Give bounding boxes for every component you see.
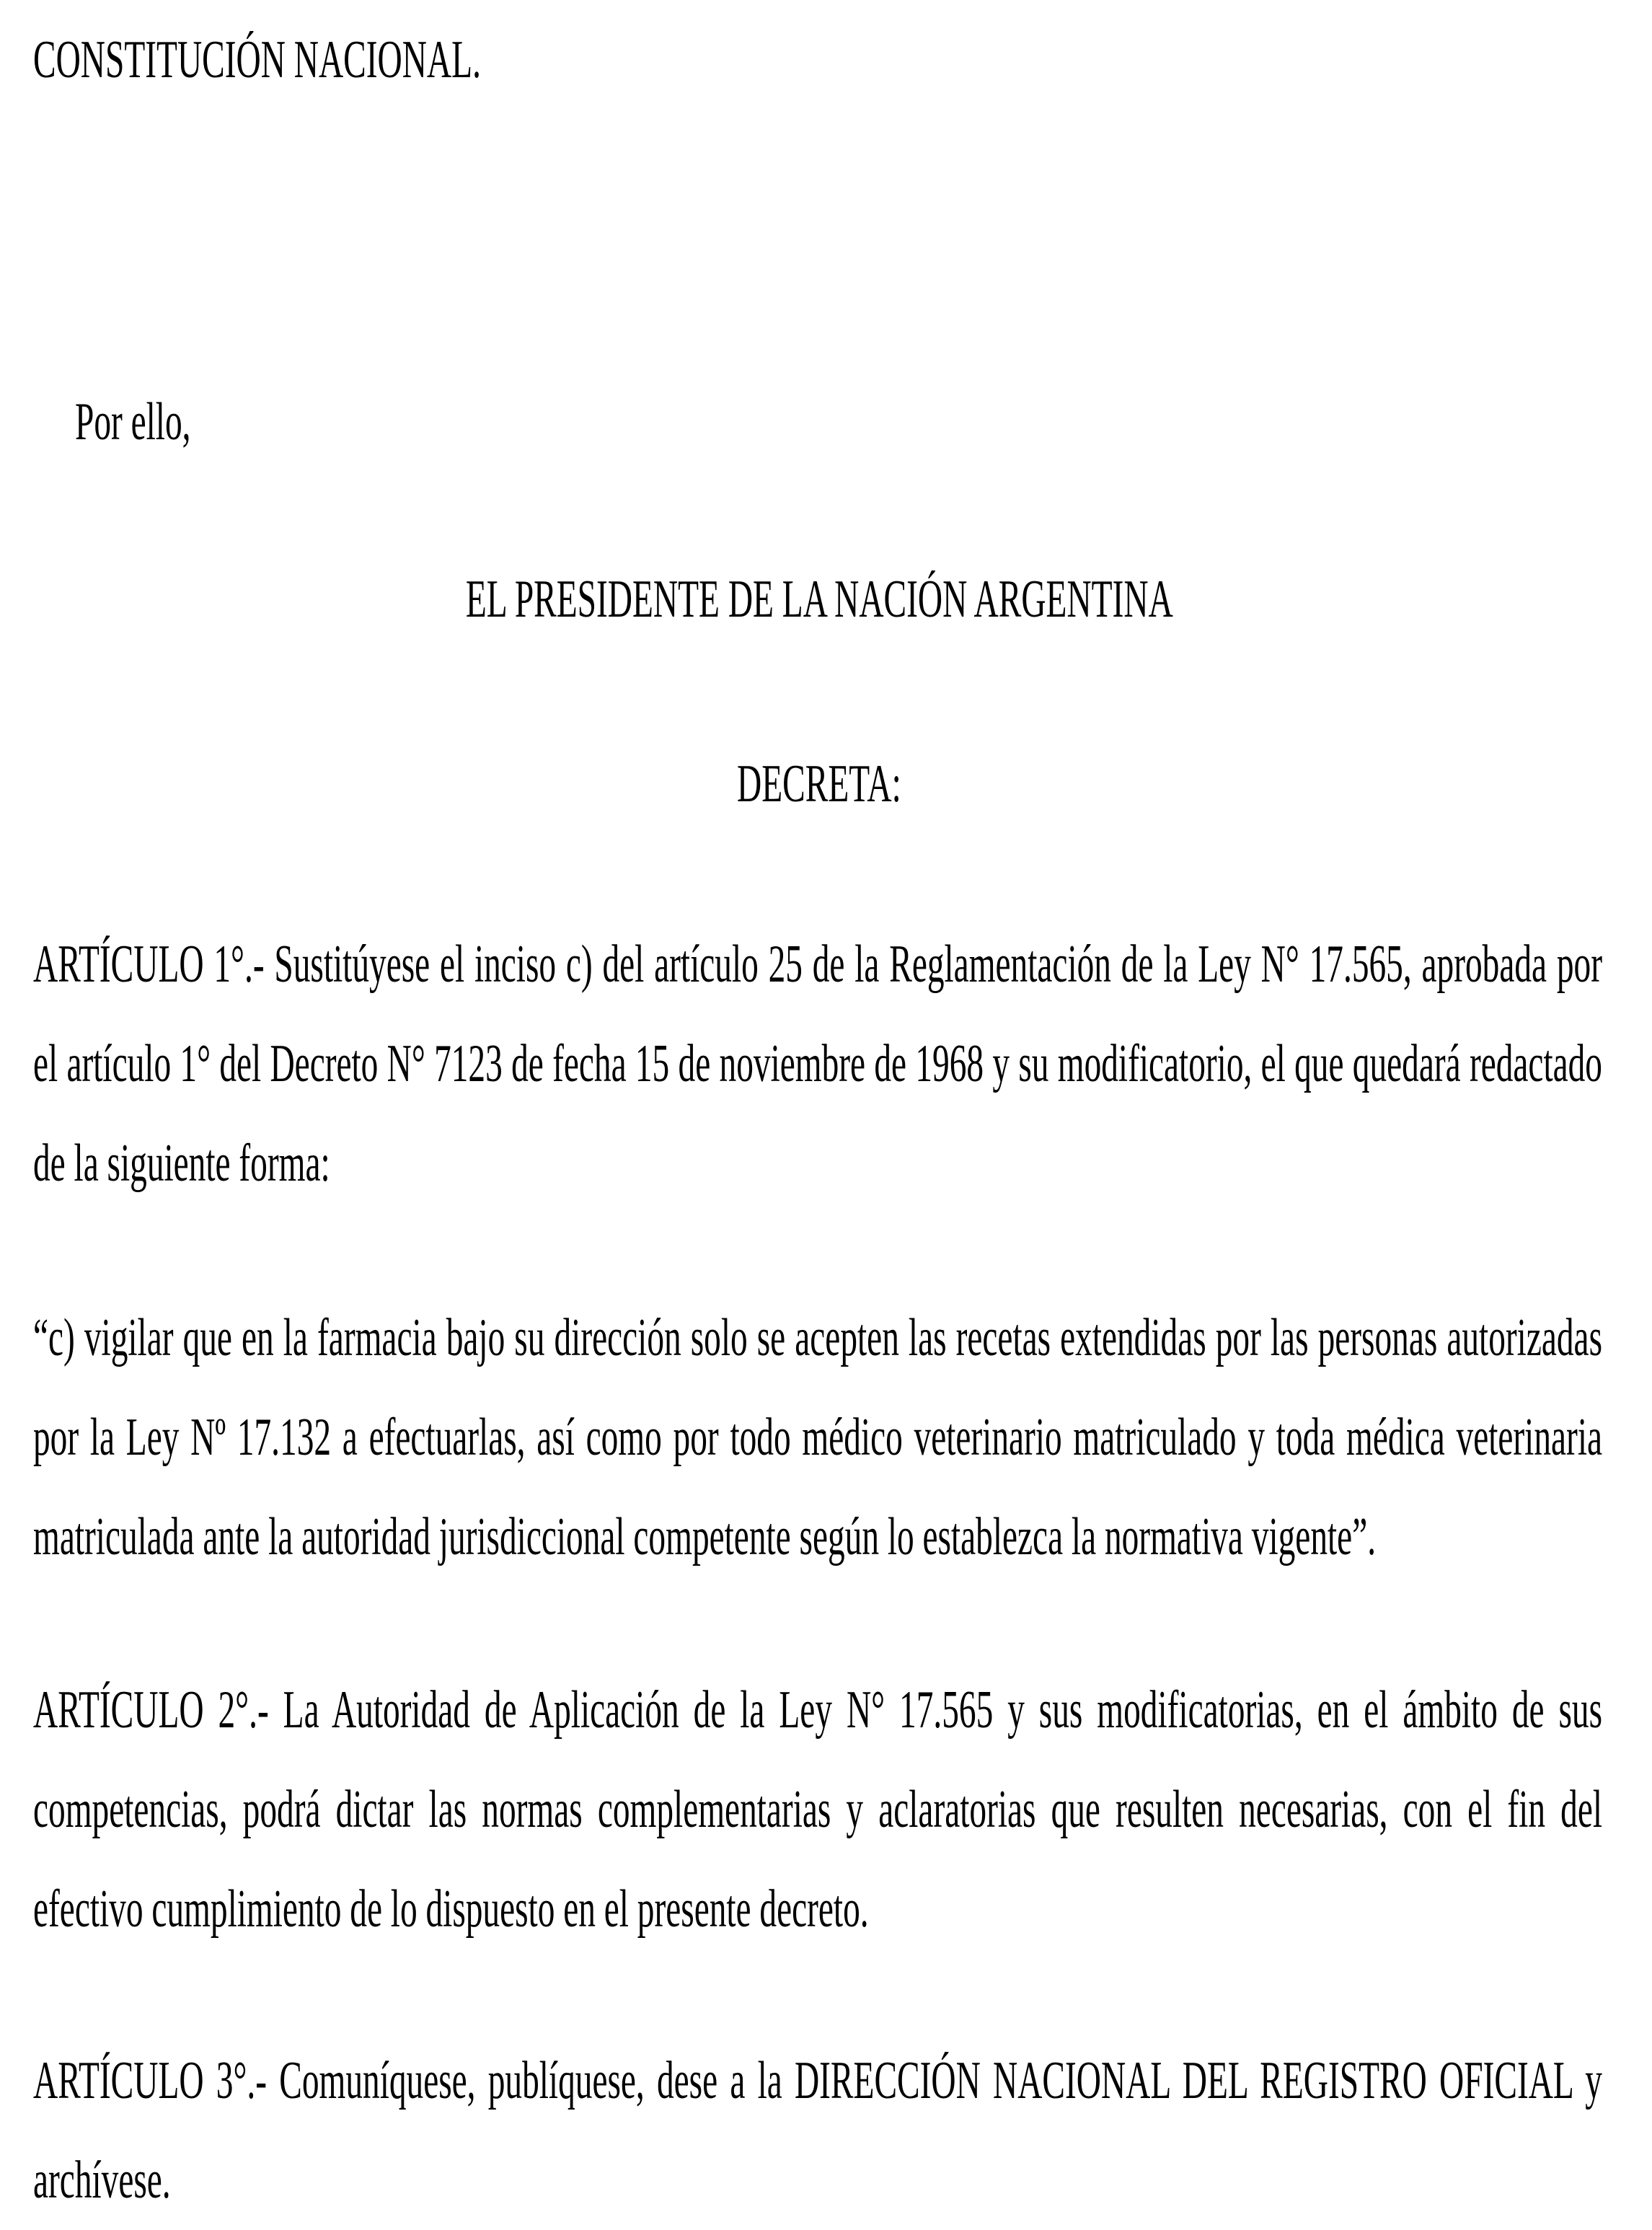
issuer-heading: [33, 570, 1605, 629]
article-2: ARTÍCULO 2°.- La Autoridad de Aplicación de la Ley N° 17.565 y sus modificatorias, en el ámbito de sus competencias, podrá dictar las normas complementarias y aclaratorias que resulten necesarias, con el fin del efectivo cumplimiento de lo dispuesto en el presente decreto.: [33, 1680, 1602, 1939]
decreta-text: DECRETA:: [737, 754, 901, 814]
article-1-quoted-inciso: “c) vigilar que en la farmacia bajo su dirección solo se acepten las recetas extendidas por las personas autorizadas por la Ley Nº 17.132 a efectuarlas, así como por todo médico veterinario matriculado y toda médica veterinaria matriculada ante la autoridad jurisdiccional competente según lo establezca la normativa vigente”.: [33, 1308, 1602, 1566]
issuer-text: EL PRESIDENTE DE LA NACIÓN ARGENTINA: [465, 570, 1173, 629]
por-ello-line: Por ello,: [75, 392, 191, 451]
header-line: CONSTITUCIÓN NACIONAL.: [33, 30, 481, 89]
article-3: ARTÍCULO 3°.- Comuníquese, publíquese, dese a la DIRECCIÓN NACIONAL DEL REGISTRO OFICIAL y archívese.: [33, 2051, 1602, 2210]
decreta-heading: [33, 754, 1605, 814]
article-1: ARTÍCULO 1°.- Sustitúyese el inciso c) del artículo 25 de la Reglamentación de la Ley N° 17.565, aprobada por el artículo 1° del Decreto N° 7123 de fecha 15 de noviembre de 1968 y su modificatorio, el que quedará redactado de la siguiente forma:: [33, 935, 1602, 1193]
